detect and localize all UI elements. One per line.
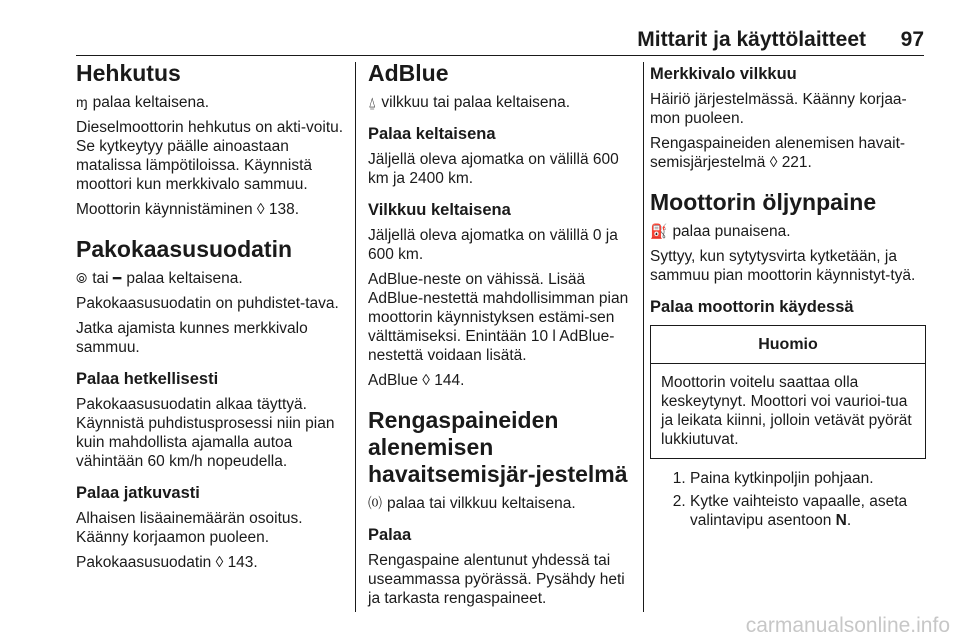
paragraph: ⦾ tai ━ palaa keltaisena. — [76, 270, 243, 287]
section-heading: AdBlue — [368, 60, 449, 86]
section-heading: Moottorin öljynpaine — [650, 189, 877, 215]
column-2 — [368, 60, 634, 614]
paragraph: Jäljellä oleva ajomatka on välillä 600 km ja 2400 km. — [368, 151, 619, 187]
paragraph: Jäljellä oleva ajomatka on välillä 0 ja 600 km. — [368, 227, 618, 263]
subsection-heading: Palaa — [368, 526, 412, 544]
page-number: 97 — [900, 28, 924, 51]
paragraph: Rengaspaine alentunut yhdessä tai useammassa pyörässä. Pysähdy heti ja tarkasta rengaspaineet. — [368, 552, 625, 607]
adblue-icon: ⍙ — [368, 94, 377, 110]
gear-position: N — [835, 512, 847, 529]
page-header — [76, 28, 924, 54]
subsection-heading: Palaa jatkuvasti — [76, 484, 200, 502]
page-header-title: Mittarit ja käyttölaitteet — [637, 28, 866, 51]
paragraph: ⒪ palaa tai vilkkuu keltaisena. — [368, 495, 576, 512]
list-item: 1. Paina kytkinpoljin pohjaan. — [690, 469, 926, 488]
column-divider — [355, 62, 356, 612]
column-1 — [76, 60, 348, 578]
paragraph: Dieselmoottorin hehkutus on akti-voitu. Se kytkeytyy päälle ainoastaan matalissa lämpötiloissa. Käynnistä moottori kun merkkivalo sammuu. — [76, 119, 344, 193]
paragraph: ⛽ palaa punaisena. — [650, 223, 791, 240]
glow-plug-icon: ɱ — [76, 94, 88, 110]
caution-text: Moottorin voitelu saattaa olla keskeytynyt. Moottori voi vaurioi-tua ja leikata kiinni, jolloin vetävät pyörät lukkiutuvat. — [661, 374, 912, 448]
section-heading: Rengaspaineiden alenemisen havaitsemisjär-jestelmä — [368, 407, 628, 487]
tire-pressure-icon: ⒪ — [368, 495, 382, 511]
paragraph: Alhaisen lisäainemäärän osoitus. Käänny korjaamon puoleen. — [76, 510, 303, 546]
column-divider — [643, 62, 644, 612]
particulate-filter-icon: ⦾ — [76, 270, 88, 286]
column-3 — [650, 60, 926, 534]
cross-reference[interactable]: Rengaspaineiden alenemisen havait-semisjärjestelmä ◊ 221. — [650, 135, 906, 171]
steps-list — [650, 469, 926, 530]
paragraph: Syttyy, kun sytytysvirta kytketään, ja sammuu pian moottorin käynnistyt-tyä. — [650, 248, 916, 284]
section-heading: Pakokaasusuodatin — [76, 236, 293, 262]
cross-reference[interactable]: AdBlue ◊ 144. — [368, 372, 465, 389]
subsection-heading: Vilkkuu keltaisena — [368, 201, 511, 219]
paragraph: Pakokaasusuodatin on puhdistet-tava. — [76, 295, 339, 312]
paragraph: Häiriö järjestelmässä. Käänny korjaa-mon puoleen. — [650, 91, 907, 127]
watermark: carmanualsonline.info — [745, 614, 950, 637]
caution-title: Huomio — [651, 326, 925, 364]
paragraph: ɱ palaa keltaisena. — [76, 94, 210, 111]
list-item: 2. Kytke vaihteisto vapaalle, aseta valintavipu asentoon N. — [690, 492, 926, 530]
paragraph: Pakokaasusuodatin alkaa täyttyä. Käynnistä puhdistusprosessi niin pian kuin mahdollista ajamalla autoa vähintään 60 km/h nopeudella. — [76, 396, 335, 470]
section-heading: Hehkutus — [76, 60, 181, 86]
exhaust-filter-icon: ━ — [112, 270, 122, 286]
oil-pressure-icon: ⛽ — [650, 223, 668, 239]
cross-reference[interactable]: Moottorin käynnistäminen ◊ 138. — [76, 201, 300, 218]
subsection-heading: Palaa moottorin käydessä — [650, 298, 854, 316]
subsection-heading: Palaa keltaisena — [368, 125, 496, 143]
header-rule — [76, 55, 924, 56]
caution-box — [650, 325, 926, 459]
subsection-heading: Merkkivalo vilkkuu — [650, 65, 797, 83]
paragraph: Jatka ajamista kunnes merkkivalo sammuu. — [76, 320, 308, 356]
paragraph: ⍙ vilkkuu tai palaa keltaisena. — [368, 94, 571, 111]
paragraph: AdBlue-neste on vähissä. Lisää AdBlue-nestettä mahdollisimman pian moottorin käynnistyksen estämi-sen välttämiseksi. Enintään 10 l AdBlue-nestettä voidaan lisätä. — [368, 271, 629, 364]
subsection-heading: Palaa hetkellisesti — [76, 370, 219, 388]
cross-reference[interactable]: Pakokaasusuodatin ◊ 143. — [76, 554, 258, 571]
